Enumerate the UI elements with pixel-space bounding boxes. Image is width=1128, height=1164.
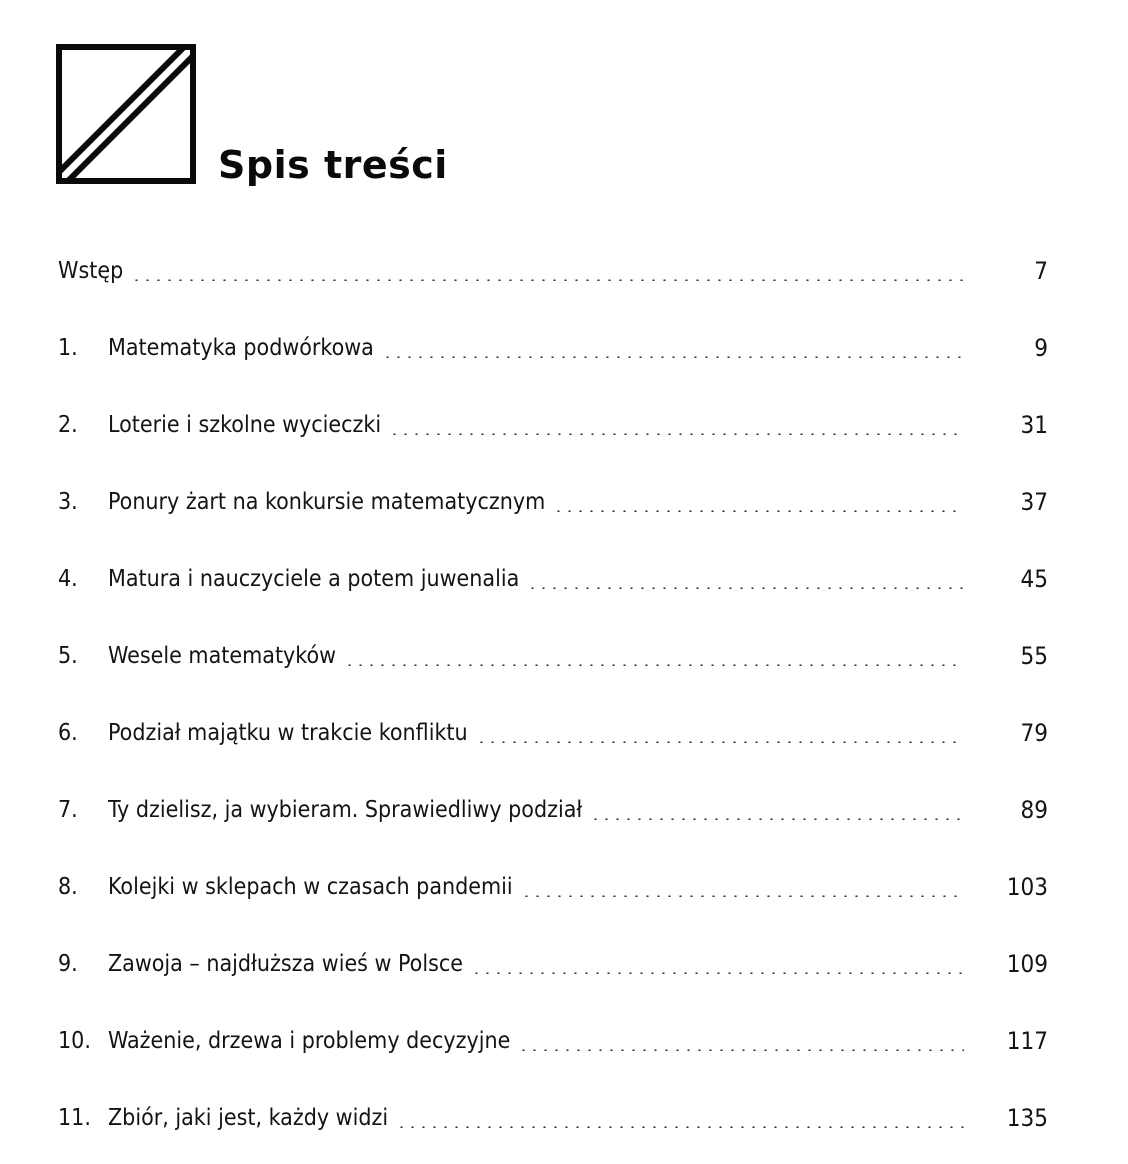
toc-entry-page: 135	[1006, 1103, 1048, 1132]
toc-entry-page: 103	[1006, 872, 1048, 901]
toc-entry-intro[interactable]	[58, 232, 1048, 309]
toc-entry-page: 31	[1020, 410, 1048, 439]
dot-leader	[344, 664, 964, 666]
toc-entry[interactable]	[58, 540, 1048, 617]
toc-entry-page: 9	[1034, 333, 1048, 362]
section-logo-icon	[56, 44, 196, 184]
toc-entry[interactable]	[58, 386, 1048, 463]
toc-entry[interactable]	[58, 309, 1048, 386]
toc-entry-number: 7.	[58, 796, 78, 823]
toc-entry-label: Podział majątku w trakcie konfliktu	[108, 720, 476, 746]
toc-entry-page: 45	[1020, 564, 1048, 593]
dot-leader	[521, 895, 964, 897]
toc-entry-label: Kolejki w sklepach w czasach pandemii	[108, 874, 521, 900]
dot-leader	[527, 587, 964, 589]
toc-entry-number: 5.	[58, 642, 78, 669]
toc-entry-label: Matura i nauczyciele a potem juwenalia	[108, 566, 527, 592]
dot-leader	[131, 279, 964, 281]
toc-entry[interactable]	[58, 617, 1048, 694]
toc-entry-page: 55	[1020, 641, 1048, 670]
toc-entry-number: 10.	[58, 1027, 91, 1054]
toc-entry-label: Wesele matematyków	[108, 643, 344, 669]
table-of-contents	[58, 232, 1048, 1156]
toc-entry-number: 1.	[58, 334, 78, 361]
toc-entry[interactable]	[58, 694, 1048, 771]
toc-entry-page: 37	[1020, 487, 1048, 516]
toc-entry[interactable]	[58, 848, 1048, 925]
toc-entry-number: 2.	[58, 411, 78, 438]
dot-leader	[476, 741, 964, 743]
toc-entry-number: 8.	[58, 873, 78, 900]
toc-entry-page: 89	[1020, 795, 1048, 824]
toc-entry-label: Zawoja – najdłuższa wieś w Polsce	[108, 951, 471, 977]
toc-entry-label: Loterie i szkolne wycieczki	[108, 412, 389, 438]
dot-leader	[382, 356, 964, 358]
toc-entry-label: Matematyka podwórkowa	[108, 335, 382, 361]
dot-leader	[518, 1049, 964, 1051]
page-title: Spis treści	[218, 143, 448, 187]
toc-entry[interactable]	[58, 1002, 1048, 1079]
dot-leader	[396, 1126, 964, 1128]
dot-leader	[389, 433, 964, 435]
toc-entry-page: 109	[1006, 949, 1048, 978]
toc-entry-page: 7	[1034, 256, 1048, 285]
toc-entry-label: Zbiór, jaki jest, każdy widzi	[108, 1105, 396, 1131]
toc-entry-page: 117	[1006, 1026, 1048, 1055]
toc-entry[interactable]	[58, 463, 1048, 540]
toc-entry-label: Ty dzielisz, ja wybieram. Sprawiedliwy podział	[108, 797, 590, 823]
toc-entry-number: 6.	[58, 719, 78, 746]
toc-entry[interactable]	[58, 771, 1048, 848]
toc-entry-number: 3.	[58, 488, 78, 515]
toc-entry-number: 4.	[58, 565, 78, 592]
toc-entry-label: Wstęp	[58, 258, 131, 284]
dot-leader	[553, 510, 964, 512]
toc-entry-label: Ważenie, drzewa i problemy decyzyjne	[108, 1028, 518, 1054]
toc-entry[interactable]	[58, 1079, 1048, 1156]
toc-entry-label: Ponury żart na konkursie matematycznym	[108, 489, 553, 515]
dot-leader	[471, 972, 964, 974]
toc-entry-number: 11.	[58, 1104, 91, 1131]
toc-entry-page: 79	[1020, 718, 1048, 747]
toc-entry[interactable]	[58, 925, 1048, 1002]
dot-leader	[590, 818, 964, 820]
toc-entry-number: 9.	[58, 950, 78, 977]
